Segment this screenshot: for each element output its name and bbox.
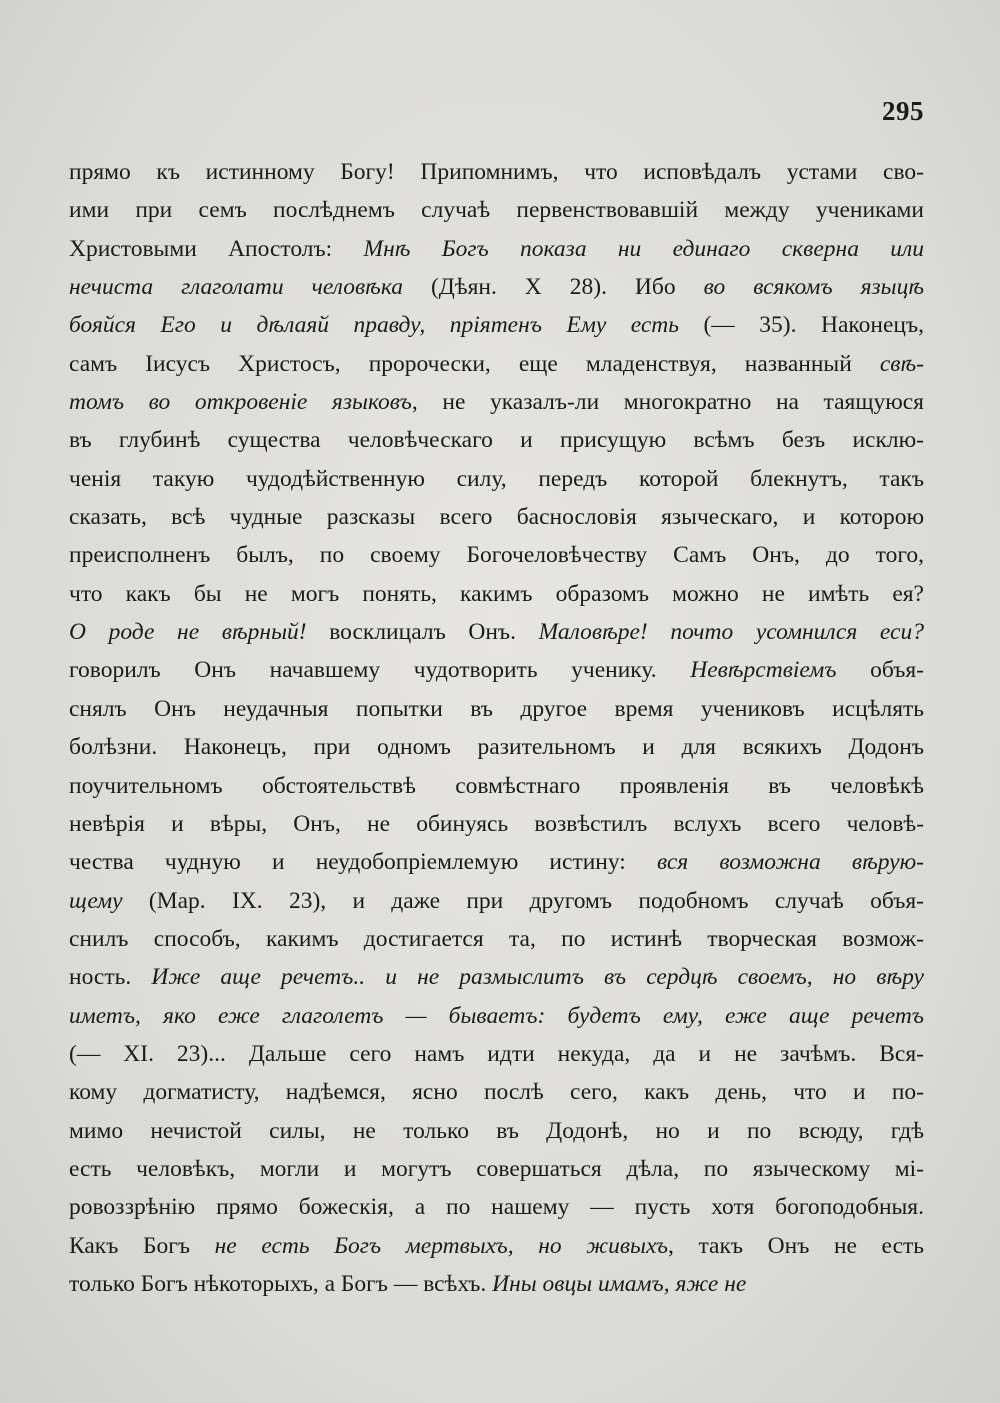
text-line: чества чудную и неудобопріемлемую истину: вся возможна вѣрую- (69, 849, 925, 876)
italic-quote: Иже аще речетъ.. и не размыслитъ въ сердцѣ своемъ, но вѣру (151, 964, 924, 991)
text-line: ченія такую чудодѣйственную силу, передъ которой блекнутъ, такъ (69, 465, 924, 492)
text-line: ими при семъ послѣднемъ случаѣ первенствовавшій между учениками (69, 197, 924, 224)
text-line: поучительномъ обстоятельствѣ совмѣстнаго проявленія въ человѣкѣ (69, 772, 924, 799)
italic-quote: свѣ- (879, 350, 924, 377)
text-line: въ глубинѣ существа человѣческаго и присущую всѣмъ безъ исклю- (69, 427, 924, 454)
italic-quote: Мнѣ Богъ показа ни единаго скверна или (363, 235, 925, 262)
text-line: самъ Іисусъ Христосъ, пророчески, еще младенствуя, названный свѣ- (69, 350, 924, 377)
text-line: бояйся Его и дѣлаяй правду, пріятенъ Ему есть (— 35). Наконецъ, (69, 312, 924, 339)
italic-quote: Невѣрствіемъ (690, 657, 837, 684)
text-line: что какъ бы не могъ понять, какимъ образомъ можно не имѣть ея? (69, 580, 924, 607)
text-line: только Богъ нѣкоторыхъ, а Богъ — всѣхъ. Ины овцы имамъ, яже не (69, 1270, 747, 1297)
text-line: снялъ Онъ неудачныя попытки въ другое время учениковъ исцѣлять (69, 695, 924, 722)
page-number: 295 (882, 96, 924, 126)
text-line: сказать, всѣ чудные разсказы всего баснословія языческаго, и которою (69, 504, 924, 531)
text-line: кому догматисту, надѣемся, ясно послѣ сего, какъ день, что и по- (69, 1079, 924, 1106)
italic-quote: иметъ, яко еже глаголетъ — бываетъ: будетъ ему, еже аще речетъ (69, 1002, 924, 1029)
text-line: мимо нечистой силы, не только въ Додонѣ, но и по всюду, гдѣ (69, 1117, 924, 1144)
text-line: ность. Иже аще речетъ.. и не размыслитъ въ сердцѣ своемъ, но вѣру (69, 964, 924, 991)
italic-quote: во всякомъ языцѣ (703, 274, 925, 301)
italic-quote: не есть Богъ мертвыхъ, но живыхъ (214, 1232, 668, 1259)
text-line: говорилъ Онъ начавшему чудотворить ученику. Невѣрствіемъ объя- (69, 657, 924, 684)
text-line: преисполненъ былъ, по своему Богочеловѣчеству Самъ Онъ, до того, (69, 542, 924, 569)
italic-quote: Маловѣре! почто усомнился еси? (538, 619, 924, 646)
text-line (69, 997, 924, 1035)
text-line: Какъ Богъ не есть Богъ мертвыхъ, но живыхъ, такъ Онъ не есть (69, 1232, 924, 1259)
text-line: (— XI. 23)... Дальше сего намъ идти некуда, да и не зачѣмъ. Вся- (69, 1040, 924, 1067)
italic-quote: Ины овцы имамъ, яже не (492, 1270, 747, 1297)
text-line: нечиста глаголати человѣка (Дѣян. X 28). Ибо во всякомъ языцѣ (69, 274, 925, 301)
italic-quote: томъ во откровеніе языковъ (69, 389, 412, 416)
text-line: Христовыми Апостолъ: Мнѣ Богъ показа ни единаго скверна или (69, 235, 925, 262)
italic-quote: щему (69, 887, 123, 914)
text-line: болѣзни. Наконецъ, при одномъ разительномъ и для всякихъ Додонъ (69, 734, 924, 761)
italic-quote: О роде не вѣрный! (69, 619, 307, 646)
italic-quote: нечиста глаголати человѣка (69, 274, 403, 301)
italic-quote: бояйся Его и дѣлаяй правду, пріятенъ Ему есть (69, 312, 679, 339)
text-line: ровоззрѣнію прямо божескія, а по нашему — пусть хотя богоподобныя. (69, 1194, 924, 1221)
text-line: снилъ способъ, какимъ достигается та, по истинѣ творческая возмож- (69, 925, 924, 952)
text-line: прямо къ истинному Богу! Припомнимъ, что исповѣдалъ устами сво- (69, 159, 924, 185)
text-line: томъ во откровеніе языковъ, не указалъ-ли многократно на таящуюся (69, 389, 924, 416)
italic-quote: вся возможна вѣрую- (656, 849, 925, 876)
body-text (69, 153, 924, 1303)
text-line: невѣрія и вѣры, Онъ, не обинуясь возвѣстилъ вслухъ всего человѣ- (69, 810, 924, 837)
text-line: О роде не вѣрный! восклицалъ Онъ. Маловѣре! почто усомнился еси? (69, 619, 924, 646)
text-line: щему (Мар. IX. 23), и даже при другомъ подобномъ случаѣ объя- (69, 887, 924, 914)
text-line: есть человѣкъ, могли и могутъ совершаться дѣла, по языческому мі- (69, 1155, 924, 1182)
